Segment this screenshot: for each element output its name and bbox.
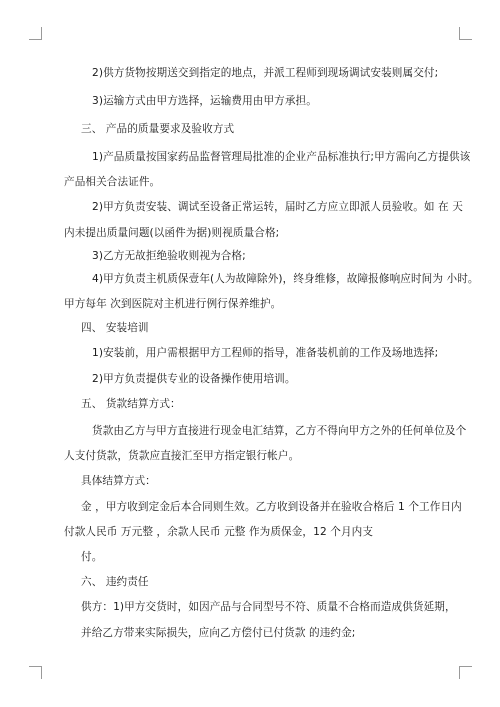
quality-clause-3: 3)乙方无故拒绝验收则视为合格; [92, 250, 246, 262]
liability-clause-1-cont: 并给乙方带来实际损失，应向乙方偿付已付货款 的违约金; [81, 627, 356, 639]
payment-paragraph: 货款由乙方与甲方直接进行现金电汇结算，乙方不得向甲方之外的任何单位及个 [92, 425, 467, 437]
quality-clause-1: 1)产品质量按国家药品监督管理局批准的企业产品标准执行;甲方需向乙方提供该 [92, 151, 471, 163]
liability-clause-1: 供方：1)甲方交货时，如因产品与合同型号不符、质量不合格而造成供货延期， [81, 601, 456, 613]
payment-paragraph-cont: 人支付货款，货款应直接汇至甲方指定银行帐户。 [64, 450, 300, 462]
crop-mark-top-left [29, 27, 42, 40]
section-heading-quality: 三、 产品的质量要求及验收方式 [81, 123, 235, 135]
quality-clause-1-cont: 产品相关合法证件。 [64, 176, 161, 188]
crop-mark-bottom-right [459, 666, 472, 679]
installation-clause-2: 2)甲方负责提供专业的设备操作使用培训。 [92, 373, 296, 385]
delivery-clause-3: 3)运输方式由甲方选择，运输费用由甲方承担。 [92, 95, 317, 107]
section-heading-payment: 五、 货款结算方式： [81, 398, 181, 410]
quality-clause-4: 4)甲方负责主机质保壹年(人为故障除外)，终身维修，故障报修响应时间为 小时。 [92, 273, 479, 285]
payment-method-label: 具体结算方式： [81, 475, 156, 487]
installation-clause-1: 1)安装前，用户需根据甲方工程师的指导，准备装机前的工作及场地选择; [92, 347, 439, 359]
payment-method-line-3: 付。 [81, 551, 103, 563]
crop-mark-bottom-left [29, 666, 42, 679]
quality-clause-2-cont: 内未提出质量问题(以函件为据)则视质量合格; [64, 227, 280, 239]
section-heading-installation: 四、 安装培训 [81, 322, 149, 334]
payment-method-line-2: 付款人民币 万元整 ，余款人民币 元整 作为质保金，12 个月内支 [64, 526, 374, 538]
quality-clause-4-cont: 甲方每年 次到医院对主机进行例行保养维护。 [64, 298, 282, 310]
payment-method-line-1: 金 ，甲方收到定金后本合同则生效。乙方收到设备并在验收合格后 1 个工作日内 [81, 501, 462, 513]
section-heading-liability: 六、 违约责任 [81, 576, 149, 588]
crop-mark-top-right [459, 27, 472, 40]
quality-clause-2: 2)甲方负责安装、调试至设备正常运转，届时乙方应立即派人员验收。如 在 天 [92, 201, 463, 213]
delivery-clause-2: 2)供方货物按期送交到指定的地点，并派工程师到现场调试安装则属交付; [92, 67, 439, 79]
